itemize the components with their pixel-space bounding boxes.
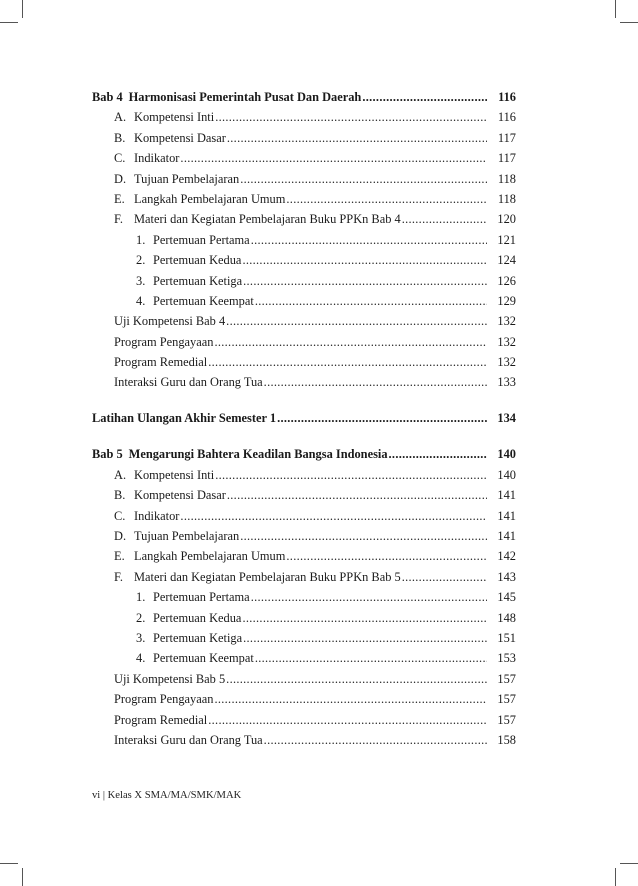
toc-page-number: 129 (497, 293, 516, 308)
toc-page-number: 153 (497, 651, 516, 666)
toc-entry-title: Langkah Pembelajaran Umum (134, 191, 286, 206)
toc-entry-title: Pertemuan Ketiga (153, 273, 243, 288)
toc-entry-number: 2. (136, 253, 146, 268)
toc-entry-number: Bab 4 (92, 90, 123, 104)
toc-chapter-entry[interactable] (92, 444, 516, 464)
toc-entry-label (114, 352, 207, 372)
toc-entry-label (114, 526, 239, 546)
toc-leader-dots (242, 608, 487, 628)
toc-leader-dots (251, 230, 487, 250)
toc-chapter-entry[interactable] (92, 87, 516, 107)
toc-entry[interactable] (92, 587, 516, 607)
toc-page-number: 140 (497, 467, 516, 482)
toc-page-number: 116 (498, 90, 516, 104)
toc-leader-dots (242, 250, 487, 270)
toc-entry-label (114, 311, 225, 331)
toc-entry-label (114, 372, 263, 392)
toc-leader-dots (251, 587, 487, 607)
toc-page-number: 141 (497, 488, 516, 503)
toc-entry[interactable] (92, 372, 516, 392)
toc-leader-dots (214, 332, 487, 352)
toc-entry-label (92, 408, 276, 428)
page-footer: vi | Kelas X SMA/MA/SMK/MAK (92, 790, 242, 801)
toc-entry[interactable] (92, 250, 516, 270)
toc-entry-title: Harmonisasi Pemerintah Pusat Dan Daerah (128, 90, 362, 104)
toc-entry-number: E. (114, 549, 125, 564)
toc-page-number: 157 (497, 671, 516, 686)
toc-entry-number: B. (114, 130, 126, 145)
toc-entry[interactable] (92, 148, 516, 168)
toc-entry-label (136, 291, 254, 311)
crop-mark-bottom-left-v (22, 868, 23, 886)
crop-mark-top-right-h (620, 22, 638, 23)
toc-leader-dots (277, 408, 487, 428)
toc-entry-number: 3. (136, 273, 146, 288)
toc-entry-title: Pertemuan Ketiga (153, 630, 243, 645)
toc-entry-number: A. (114, 110, 127, 125)
toc-entry-title: Indikator (134, 151, 180, 166)
toc-entry-label (136, 271, 242, 291)
toc-entry-label (114, 485, 226, 505)
toc-leader-dots (389, 444, 487, 464)
toc-leader-dots (243, 628, 487, 648)
toc-entry[interactable] (92, 506, 516, 526)
toc-entry-title: Latihan Ulangan Akhir Semester 1 (92, 411, 277, 426)
crop-mark-bottom-right-v (615, 868, 616, 886)
toc-entry-label (114, 669, 225, 689)
toc-page-number: 141 (497, 508, 516, 523)
toc-entry-number: 1. (136, 590, 146, 605)
toc-leader-dots (286, 546, 487, 566)
toc-entry-label (114, 710, 207, 730)
toc-entry-number: 2. (136, 610, 146, 625)
toc-page-number: 117 (497, 151, 516, 166)
toc-entry-label (114, 546, 285, 566)
toc-entry-number: F. (114, 569, 123, 584)
toc-entry-title: Program Remedial (114, 355, 208, 370)
toc-entry-label (114, 189, 285, 209)
toc-entry-title: Pertemuan Kedua (153, 610, 242, 625)
toc-leader-dots (286, 189, 487, 209)
toc-leader-dots (402, 209, 487, 229)
toc-entry[interactable] (92, 648, 516, 668)
toc-page-number: 132 (497, 314, 516, 329)
toc-entry-title: Kompetensi Dasar (134, 488, 226, 503)
toc-entry[interactable] (92, 485, 516, 505)
toc-entry-title: Tujuan Pembelajaran (134, 529, 240, 543)
toc-entry-number: 1. (136, 232, 146, 247)
crop-mark-top-left-v (22, 0, 23, 18)
toc-entry-number: Bab 5 (92, 447, 123, 462)
toc-entry[interactable] (92, 107, 516, 127)
toc-page-number: 132 (497, 334, 516, 349)
toc-page-number: 157 (497, 712, 516, 727)
toc-page-number: 126 (497, 273, 516, 288)
toc-entry-title: Materi dan Kegiatan Pembelajaran Buku PPKn Bab 5 (134, 569, 401, 584)
toc-entry[interactable] (92, 311, 516, 331)
toc-leader-dots (255, 291, 487, 311)
toc-entry-label (114, 465, 214, 485)
toc-entry[interactable] (92, 526, 516, 546)
toc-entry[interactable] (92, 128, 516, 148)
crop-mark-top-right-v (615, 0, 616, 18)
toc-entry[interactable] (92, 291, 516, 311)
toc-leader-dots (402, 567, 487, 587)
toc-entry-number: C. (114, 508, 126, 523)
toc-entry-title: Tujuan Pembelajaran (134, 171, 240, 186)
toc-entry-number: D. (114, 529, 127, 543)
toc-entry-label (136, 250, 241, 270)
toc-leader-dots (243, 271, 487, 291)
toc-entry-title: Kompetensi Dasar (134, 130, 226, 145)
toc-entry-title: Program Pengayaan (114, 334, 214, 349)
toc-page-number: 118 (497, 191, 516, 206)
toc-entry-label (92, 444, 388, 464)
toc-leader-dots (255, 648, 487, 668)
toc-entry-title: Kompetensi Inti (134, 110, 215, 125)
toc-leader-dots (215, 465, 487, 485)
toc-leader-dots (208, 352, 487, 372)
toc-entry-title: Interaksi Guru dan Orang Tua (114, 732, 263, 747)
toc-page-number: 142 (497, 549, 516, 564)
toc-page-number: 116 (497, 110, 516, 125)
toc-entry-number: C. (114, 151, 126, 166)
toc-entry-label (114, 689, 213, 709)
toc-entry-title: Langkah Pembelajaran Umum (134, 549, 286, 564)
toc-entry-label (114, 209, 401, 229)
toc-entry-title: Interaksi Guru dan Orang Tua (114, 375, 263, 390)
toc-entry[interactable] (92, 332, 516, 352)
toc-entry[interactable] (92, 169, 516, 189)
toc-leader-dots (362, 87, 487, 107)
table-of-contents (92, 87, 516, 750)
toc-leader-dots (240, 526, 487, 546)
toc-entry-title: Uji Kompetensi Bab 4 (114, 314, 226, 329)
toc-entry-title: Indikator (134, 508, 180, 523)
toc-page-number: 132 (497, 355, 516, 370)
toc-entry-label (114, 506, 179, 526)
toc-entry[interactable] (92, 567, 516, 587)
toc-leader-dots (264, 372, 487, 392)
toc-leader-dots (180, 506, 487, 526)
toc-leader-dots (240, 169, 487, 189)
toc-entry-title: Pertemuan Pertama (153, 232, 250, 247)
toc-leader-dots (264, 730, 487, 750)
toc-entry-title: Kompetensi Inti (134, 467, 215, 482)
toc-entry[interactable] (92, 710, 516, 730)
toc-page-number: 145 (497, 590, 516, 605)
toc-entry-label (114, 730, 263, 750)
toc-leader-dots (214, 689, 487, 709)
toc-entry-label (114, 169, 239, 189)
toc-entry-title: Pertemuan Pertama (153, 590, 250, 605)
toc-entry-title: Uji Kompetensi Bab 5 (114, 671, 226, 686)
toc-entry-label (136, 608, 241, 628)
toc-entry[interactable] (92, 230, 516, 250)
toc-leader-dots (227, 485, 487, 505)
crop-mark-bottom-left-h (0, 863, 18, 864)
toc-entry-label (114, 148, 179, 168)
toc-entry-label (114, 567, 401, 587)
toc-leader-dots (208, 710, 487, 730)
toc-entry[interactable] (92, 546, 516, 566)
toc-page-number: 141 (497, 529, 516, 543)
toc-chapter-entry[interactable] (92, 408, 516, 428)
toc-spacer (92, 393, 516, 409)
toc-entry-title: Pertemuan Kedua (153, 253, 242, 268)
toc-page-number: 158 (497, 732, 516, 747)
toc-entry-number: 4. (136, 293, 146, 308)
toc-entry-number: E. (114, 191, 125, 206)
toc-page-number: 157 (497, 692, 516, 707)
toc-entry-title: Program Pengayaan (114, 692, 214, 707)
toc-page-number: 117 (497, 130, 516, 145)
toc-entry[interactable] (92, 271, 516, 291)
toc-entry-label (136, 230, 250, 250)
toc-page-number: 148 (497, 610, 516, 625)
toc-leader-dots (180, 148, 487, 168)
toc-entry-number: F. (114, 212, 123, 227)
crop-mark-top-left-h (0, 22, 18, 23)
toc-leader-dots (215, 107, 487, 127)
toc-leader-dots (226, 669, 487, 689)
toc-entry-label (114, 128, 226, 148)
toc-page-number: 118 (497, 171, 516, 186)
toc-entry-title: Pertemuan Keempat (153, 293, 254, 308)
toc-entry-label (136, 648, 254, 668)
toc-page-number: 120 (497, 212, 516, 227)
toc-entry[interactable] (92, 189, 516, 209)
toc-entry[interactable] (92, 465, 516, 485)
toc-entry-number: 3. (136, 630, 146, 645)
toc-entry-label (114, 332, 213, 352)
toc-page-number: 124 (497, 253, 516, 268)
toc-entry-title: Mengarungi Bahtera Keadilan Bangsa Indonesia (128, 447, 388, 462)
toc-entry-number: A. (114, 467, 127, 482)
toc-page-number: 140 (497, 447, 516, 462)
toc-page-number: 134 (497, 411, 516, 426)
toc-entry-label (92, 87, 361, 107)
toc-entry-label (136, 628, 242, 648)
toc-entry-number: D. (114, 171, 127, 186)
toc-entry[interactable] (92, 669, 516, 689)
toc-page-number: 121 (497, 232, 516, 247)
toc-page-number: 151 (497, 630, 516, 645)
toc-entry-number: B. (114, 488, 126, 503)
toc-entry[interactable] (92, 352, 516, 372)
toc-entry-title: Materi dan Kegiatan Pembelajaran Buku PPKn Bab 4 (134, 212, 401, 227)
toc-spacer (92, 429, 516, 445)
toc-entry-label (114, 107, 214, 127)
toc-leader-dots (226, 311, 487, 331)
toc-entry-title: Pertemuan Keempat (153, 651, 254, 666)
toc-page-number: 143 (497, 569, 516, 584)
toc-entry[interactable] (92, 209, 516, 229)
toc-entry[interactable] (92, 628, 516, 648)
toc-entry-number: 4. (136, 651, 146, 666)
toc-entry-label (136, 587, 250, 607)
toc-entry[interactable] (92, 730, 516, 750)
toc-page-number: 133 (497, 375, 516, 390)
crop-mark-bottom-right-h (620, 863, 638, 864)
toc-entry[interactable] (92, 689, 516, 709)
toc-entry[interactable] (92, 608, 516, 628)
toc-leader-dots (227, 128, 487, 148)
toc-entry-title: Program Remedial (114, 712, 208, 727)
